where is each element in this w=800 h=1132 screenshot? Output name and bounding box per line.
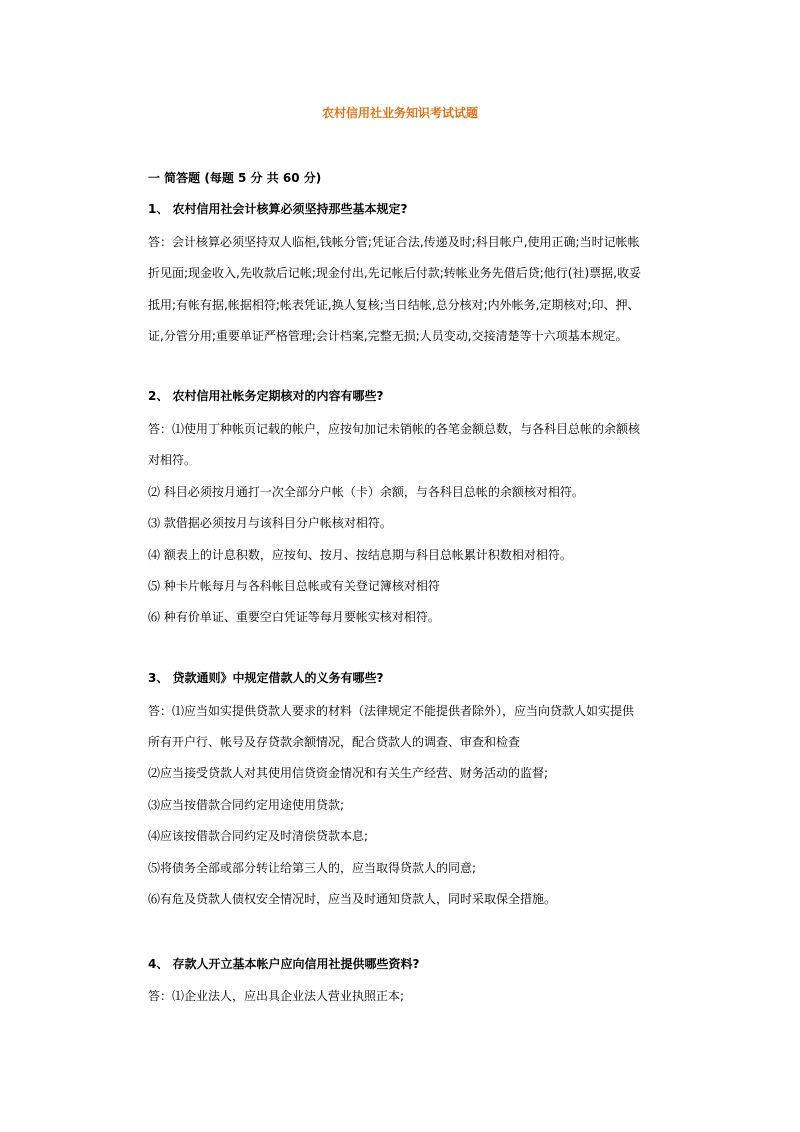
answer-3-line-1: 答：⑴应当如实提供贷款人要求的材料（法律规定不能提供者除外），应当向贷款人如实提供 (148, 704, 635, 718)
question-2: 2、 农村信用社帐务定期核对的内容有哪些? (148, 389, 384, 403)
answer-2-line-5: ⑷ 额表上的计息积数，应按旬、按月、按结息期与科目总帐累计积数相对相符。 (148, 548, 572, 562)
answer-2-line-3: ⑵ 科目必须按月通打一次全部分户帐（卡）余额，与各科目总帐的余额核对相符。 (148, 485, 584, 499)
answer-2-line-4: ⑶ 款借据必须按月与该科目分户帐核对相符。 (148, 516, 392, 530)
answer-2-line-1: 答：⑴使用丁种帐页记载的帐户，应按旬加记未销帐的各笔金额总数，与各科目总帐的余额核 (148, 422, 641, 436)
document-title: 农村信用社业务知识考试试题 (321, 106, 478, 120)
answer-2-line-2: 对相符。 (148, 453, 197, 467)
answer-1-line-2: 折见面;现金收入,先收款后记帐;现金付出,先记帐后付款;转帐业务先借后贷;他行(社)票据,收妥 (148, 266, 641, 280)
answer-1-line-1: 答：会计核算必须坚持双人临柜,钱帐分管;凭证合法,传递及时;科目帐户,使用正确;当时记帐帐 (148, 235, 640, 249)
answer-3-line-2: 所有开户行、帐号及存贷款余额情况，配合贷款人的调查、审查和检查 (148, 735, 521, 749)
answer-2-line-7: ⑹ 种有价单证、重要空白凭证等每月要帐实核对相符。 (148, 610, 440, 624)
section-heading: 一 简答题 (每题 5 分 共 60 分) (148, 171, 322, 185)
answer-3-line-7: ⑹有危及贷款人债权安全情况时，应当及时通知贷款人，同时采取保全措施。 (148, 892, 557, 906)
answer-3-line-6: ⑸将债务全部或部分转让给第三人的，应当取得贷款人的同意; (148, 861, 477, 875)
answer-1-line-4: 证,分管分用;重要单证严格管理;会计档案,完整无损;人员变动,交接清楚等十六项基本规定。 (148, 329, 628, 343)
answer-3-line-5: ⑷应该按借款合同约定及时清偿贷款本息; (148, 829, 369, 843)
question-1: 1、 农村信用社会计核算必须坚持那些基本规定? (148, 202, 408, 216)
answer-3-line-3: ⑵应当接受贷款人对其使用信贷资金情况和有关生产经营、财务活动的监督; (148, 766, 549, 780)
question-4: 4、 存款人开立基本帐户应向信用社提供哪些资料? (148, 957, 420, 971)
answer-3-line-4: ⑶应当按借款合同约定用途使用贷款; (148, 798, 345, 812)
question-3: 3、 贷款通则》中规定借款人的义务有哪些? (148, 671, 384, 685)
answer-4-line-1: 答：⑴企业法人，应出具企业法人营业执照正本; (148, 989, 405, 1003)
answer-2-line-6: ⑸ 种卡片帐每月与各科帐目总帐或有关登记簿核对相符 (148, 579, 440, 593)
answer-1-line-3: 抵用;有帐有据,帐据相符;帐表凭证,换人复核;当日结帐,总分核对;内外帐务,定期核对;印、押、 (148, 298, 640, 312)
